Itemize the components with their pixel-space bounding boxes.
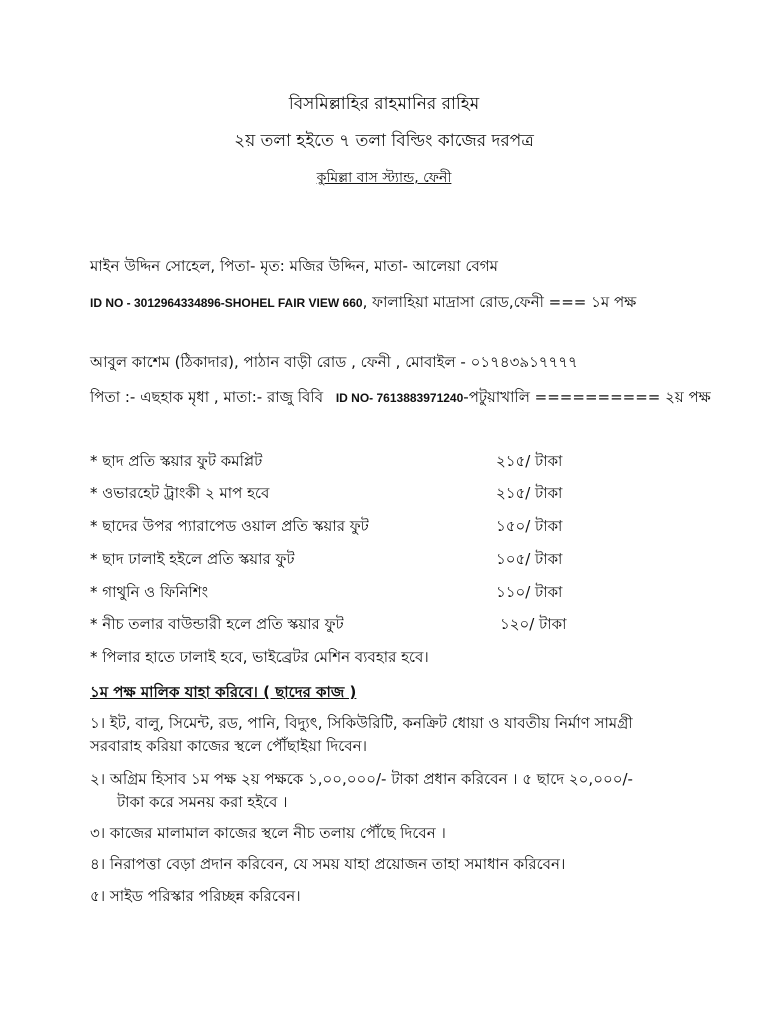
clause-line: ২। অগ্রিম হিসাব ১ম পক্ষ ২য় পক্ষকে ১,০০,০০০/- টাকা প্রধান করিবেন । ৫ ছাদে ২০,০০০/-: [90, 770, 633, 788]
clause-line-continued: সরবারাহ করিয়া কাজের স্থলে পৌঁছাইয়া দিবেন।: [90, 737, 367, 755]
rate-label: * নীচ তলার বাউন্ডারী হলে প্রতি স্কয়ার ফুট: [90, 615, 344, 633]
clause-item: [90, 885, 690, 908]
party1-id-line: [90, 292, 636, 313]
rate-value: ১২০/ টাকা: [500, 615, 567, 633]
clause-line: ৪। নিরাপত্তা বেড়া প্রদান করিবেন, যে সময় যাহা প্রয়োজন তাহা সমাধান করিবেন।: [90, 855, 566, 873]
document-location: কুমিল্লা বাস স্ট্যান্ড, ফেনী: [316, 170, 452, 186]
rate-value: ২১৫/ টাকা: [496, 484, 563, 502]
clause-line: ৫। সাইড পরিস্কার পরিচ্ছন্ন করিবেন।: [90, 887, 301, 905]
rate-label: * ওভারহেট ট্রাংকী ২ মাপ হবে: [90, 484, 270, 502]
rate-label: * গাথুনি ও ফিনিশিং: [90, 583, 209, 601]
party2-id-line: [90, 387, 711, 408]
clause-line: ৩। কাজের মালামাল কাজের স্থলে নীচ তলায় পৌঁছে দিবেন ।: [90, 824, 446, 842]
rate-label: * ছাদের উপর প্যারাপেড ওয়াল প্রতি স্কয়ার ফুট: [90, 517, 369, 535]
rate-value: ১০৫/ টাকা: [496, 550, 563, 568]
clause-item: [90, 768, 690, 814]
party2-parents: পিতা :- এছহাক মৃধা , মাতা:- রাজু বিবি: [90, 388, 324, 406]
rate-note: * পিলার হাতে ঢালাই হবে, ভাইব্রেটর মেশিন ব্যবহার হবে।: [90, 648, 429, 666]
document-title: বিসমিল্লাহির রাহমানির রাহিম: [288, 94, 480, 114]
rate-value: ১১০/ টাকা: [496, 583, 563, 601]
section-title: ১ম পক্ষ মালিক যাহা করিবে। ( ছাদের কাজ ): [90, 683, 357, 701]
clause-line-continued: টাকা করে সমনয় করা হইবে ।: [117, 793, 288, 811]
rate-value: ২১৫/ টাকা: [496, 452, 563, 470]
rate-label: * ছাদ প্রতি স্কয়ার ফুট কমপ্লিট: [90, 452, 263, 470]
rate-value: ১৫০/ টাকা: [496, 517, 563, 535]
clause-line: ১। ইট, বালু, সিমেন্ট, রড, পানি, বিদ্যুৎ, সিকিউরিটি, কনক্রিট ধোয়া ও যাবতীয় নির্মাণ সামগ্রী: [90, 714, 633, 732]
party2-id: ID NO- 7613883971240: [335, 391, 464, 405]
party1-name-line: মাইন উদ্দিন সোহেল, পিতা- মৃত: মজির উদ্দিন, মাতা- আলেয়া বেগম: [90, 257, 498, 275]
party2-address: -পটুয়াখালি ========== ২য় পক্ষ: [463, 388, 711, 406]
rate-label: * ছাদ ঢালাই হইলে প্রতি স্কয়ার ফুট: [90, 550, 295, 568]
party1-id: ID NO - 3012964334896-SHOHEL FAIR VIEW 660: [90, 296, 363, 310]
document-subtitle: ২য় তলা হইতে ৭ তলা বিল্ডিং কাজের দরপত্র: [234, 131, 534, 151]
clause-item: [90, 822, 690, 845]
clause-item: [90, 853, 690, 876]
party2-name-line: আবুল কাশেম (ঠিকাদার), পাঠান বাড়ী রোড , ফেনী , মোবাইল - ০১৭৪৩৯১৭৭৭৭: [90, 353, 578, 371]
party1-address: , ফালাহিয়া মাদ্রাসা রোড,ফেনী === ১ম পক্ষ: [362, 293, 637, 311]
clause-item: [90, 712, 690, 758]
